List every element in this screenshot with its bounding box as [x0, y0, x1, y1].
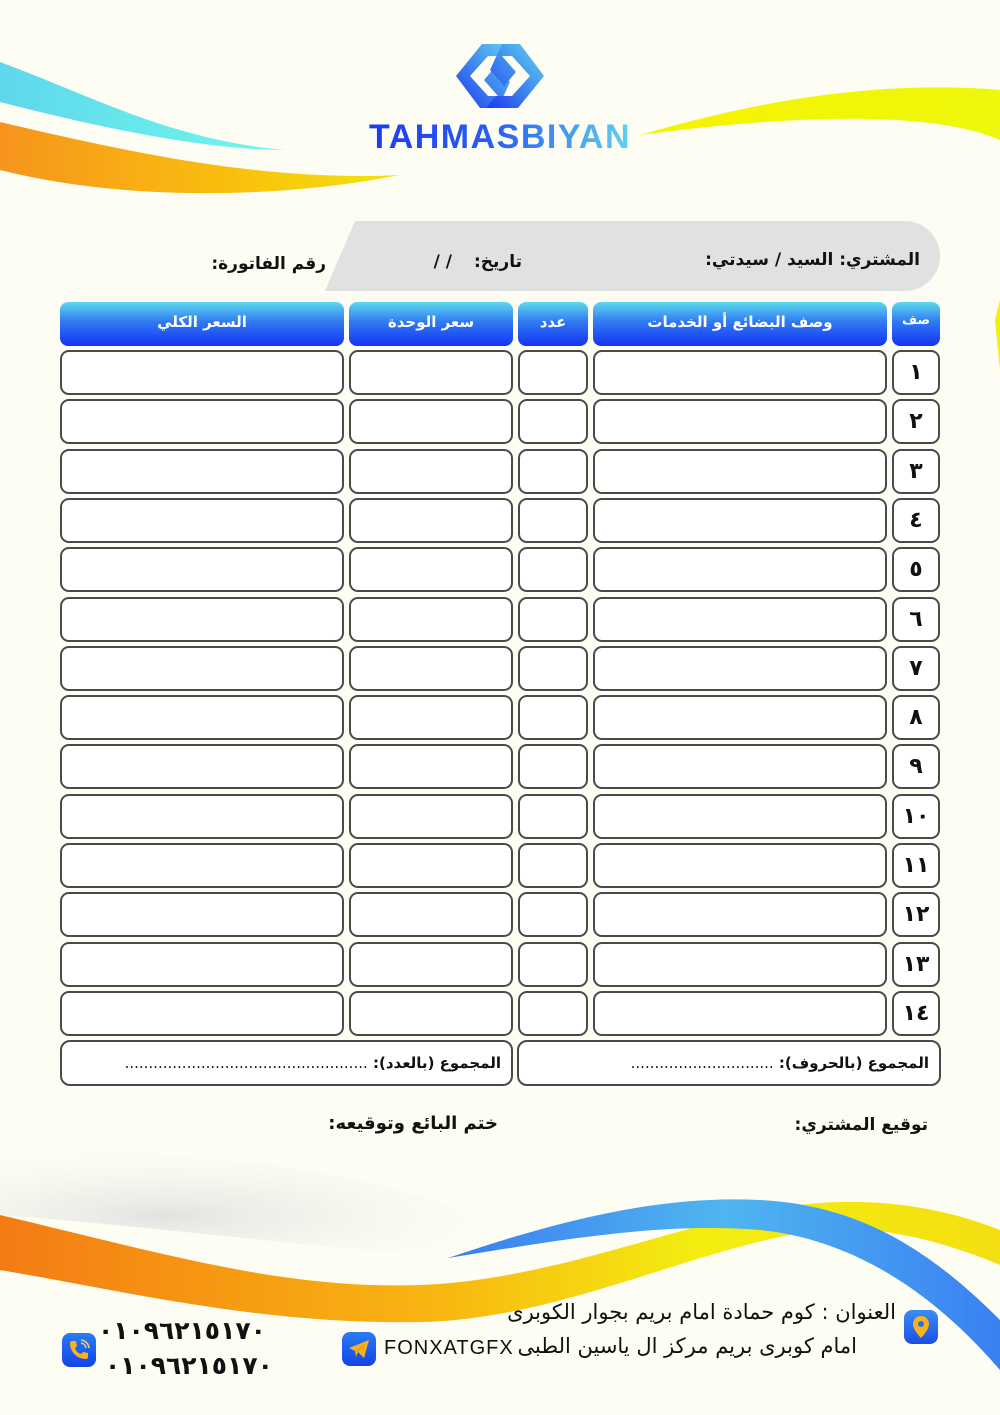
- row-number-cell: ١٣: [892, 942, 940, 987]
- unit-price-cell[interactable]: [349, 646, 513, 691]
- invoice-number-label: رقم الفاتورة:: [211, 254, 326, 274]
- quantity-cell[interactable]: [518, 547, 588, 592]
- row-number-cell: ٨: [892, 695, 940, 740]
- column-header-unit-price: سعر الوحدة: [349, 302, 513, 346]
- row-number-cell: ٢: [892, 399, 940, 444]
- unit-price-cell[interactable]: [349, 350, 513, 395]
- row-number-cell: ١٤: [892, 991, 940, 1036]
- total-in-words-label: المجموع (بالحروف):: [778, 1054, 929, 1072]
- unit-price-cell[interactable]: [349, 695, 513, 740]
- unit-price-cell[interactable]: [349, 449, 513, 494]
- phone-number-1[interactable]: ٠١٠٩٦٢١٥١٧٠: [98, 1316, 266, 1345]
- date-value[interactable]: / /: [433, 252, 452, 272]
- brand-logo: [0, 42, 1000, 110]
- quantity-cell[interactable]: [518, 399, 588, 444]
- quantity-cell[interactable]: [518, 498, 588, 543]
- total-price-cell[interactable]: [60, 399, 344, 444]
- brand-name: TAHMASBIYAN: [368, 118, 632, 156]
- total-in-numbers-label: المجموع (بالعدد):: [372, 1054, 501, 1072]
- total-price-cell[interactable]: [60, 350, 344, 395]
- total-price-cell[interactable]: [60, 991, 344, 1036]
- telegram-handle[interactable]: FONXATGFX: [384, 1337, 514, 1359]
- quantity-cell[interactable]: [518, 794, 588, 839]
- total-price-cell[interactable]: [60, 942, 344, 987]
- description-cell[interactable]: [593, 942, 887, 987]
- unit-price-cell[interactable]: [349, 547, 513, 592]
- row-number-cell: ٩: [892, 744, 940, 789]
- total-in-numbers-box[interactable]: [60, 1040, 513, 1086]
- total-in-words-value[interactable]: ..............................: [630, 1054, 774, 1072]
- row-number-cell: ١١: [892, 843, 940, 888]
- row-number-cell: ٤: [892, 498, 940, 543]
- row-number-cell: ٣: [892, 449, 940, 494]
- row-number-cell: ٥: [892, 547, 940, 592]
- quantity-cell[interactable]: [518, 892, 588, 937]
- description-cell[interactable]: [593, 547, 887, 592]
- row-number-cell: ١: [892, 350, 940, 395]
- description-cell[interactable]: [593, 597, 887, 642]
- quantity-cell[interactable]: [518, 843, 588, 888]
- description-cell[interactable]: [593, 794, 887, 839]
- column-header-description: وصف البضائع أو الخدمات: [593, 302, 887, 346]
- description-cell[interactable]: [593, 892, 887, 937]
- description-cell[interactable]: [593, 350, 887, 395]
- quantity-cell[interactable]: [518, 449, 588, 494]
- total-in-numbers-value[interactable]: ...................................................: [124, 1054, 368, 1072]
- row-number-cell: ٦: [892, 597, 940, 642]
- phone-icon: [62, 1333, 96, 1367]
- total-price-cell[interactable]: [60, 498, 344, 543]
- customer-signature-label: توقيع المشتري:: [794, 1115, 928, 1135]
- quantity-cell[interactable]: [518, 597, 588, 642]
- unit-price-cell[interactable]: [349, 991, 513, 1036]
- address-line-1: العنوان : كوم حمادة امام بريم بجوار الكوبرى: [507, 1300, 896, 1324]
- total-price-cell[interactable]: [60, 843, 344, 888]
- row-number-cell: ١٢: [892, 892, 940, 937]
- description-cell[interactable]: [593, 498, 887, 543]
- total-price-cell[interactable]: [60, 547, 344, 592]
- total-price-cell[interactable]: [60, 794, 344, 839]
- total-price-cell[interactable]: [60, 646, 344, 691]
- unit-price-cell[interactable]: [349, 744, 513, 789]
- total-price-cell[interactable]: [60, 695, 344, 740]
- total-price-cell[interactable]: [60, 892, 344, 937]
- unit-price-cell[interactable]: [349, 399, 513, 444]
- quantity-cell[interactable]: [518, 991, 588, 1036]
- column-header-quantity: عدد: [518, 302, 588, 346]
- row-number-cell: ١٠: [892, 794, 940, 839]
- hexagon-link-logo-icon: [452, 42, 548, 110]
- quantity-cell[interactable]: [518, 646, 588, 691]
- total-price-cell[interactable]: [60, 449, 344, 494]
- unit-price-cell[interactable]: [349, 794, 513, 839]
- quantity-cell[interactable]: [518, 695, 588, 740]
- seller-stamp-label: ختم البائع وتوقيعه:: [328, 1113, 498, 1134]
- unit-price-cell[interactable]: [349, 498, 513, 543]
- phone-number-2[interactable]: ٠١٠٩٦٢١٥١٧٠: [105, 1351, 273, 1380]
- row-number-cell: ٧: [892, 646, 940, 691]
- unit-price-cell[interactable]: [349, 597, 513, 642]
- description-cell[interactable]: [593, 991, 887, 1036]
- description-cell[interactable]: [593, 744, 887, 789]
- description-cell[interactable]: [593, 843, 887, 888]
- telegram-icon: [342, 1332, 376, 1366]
- quantity-cell[interactable]: [518, 744, 588, 789]
- quantity-cell[interactable]: [518, 350, 588, 395]
- unit-price-cell[interactable]: [349, 892, 513, 937]
- total-in-words-box[interactable]: [517, 1040, 941, 1086]
- unit-price-cell[interactable]: [349, 942, 513, 987]
- description-cell[interactable]: [593, 399, 887, 444]
- description-cell[interactable]: [593, 449, 887, 494]
- total-price-cell[interactable]: [60, 744, 344, 789]
- date-label: تاريخ:: [474, 252, 522, 272]
- description-cell[interactable]: [593, 695, 887, 740]
- column-header-total-price: السعر الكلي: [60, 302, 344, 346]
- address-line-2: امام كوبرى بريم مركز ال ياسين الطبى: [517, 1334, 857, 1358]
- customer-name-label: المشتري: السيد / سيدتي:: [705, 250, 920, 270]
- description-cell[interactable]: [593, 646, 887, 691]
- total-price-cell[interactable]: [60, 597, 344, 642]
- location-pin-icon: [904, 1310, 938, 1344]
- unit-price-cell[interactable]: [349, 843, 513, 888]
- column-header-row: صف: [892, 302, 940, 346]
- quantity-cell[interactable]: [518, 942, 588, 987]
